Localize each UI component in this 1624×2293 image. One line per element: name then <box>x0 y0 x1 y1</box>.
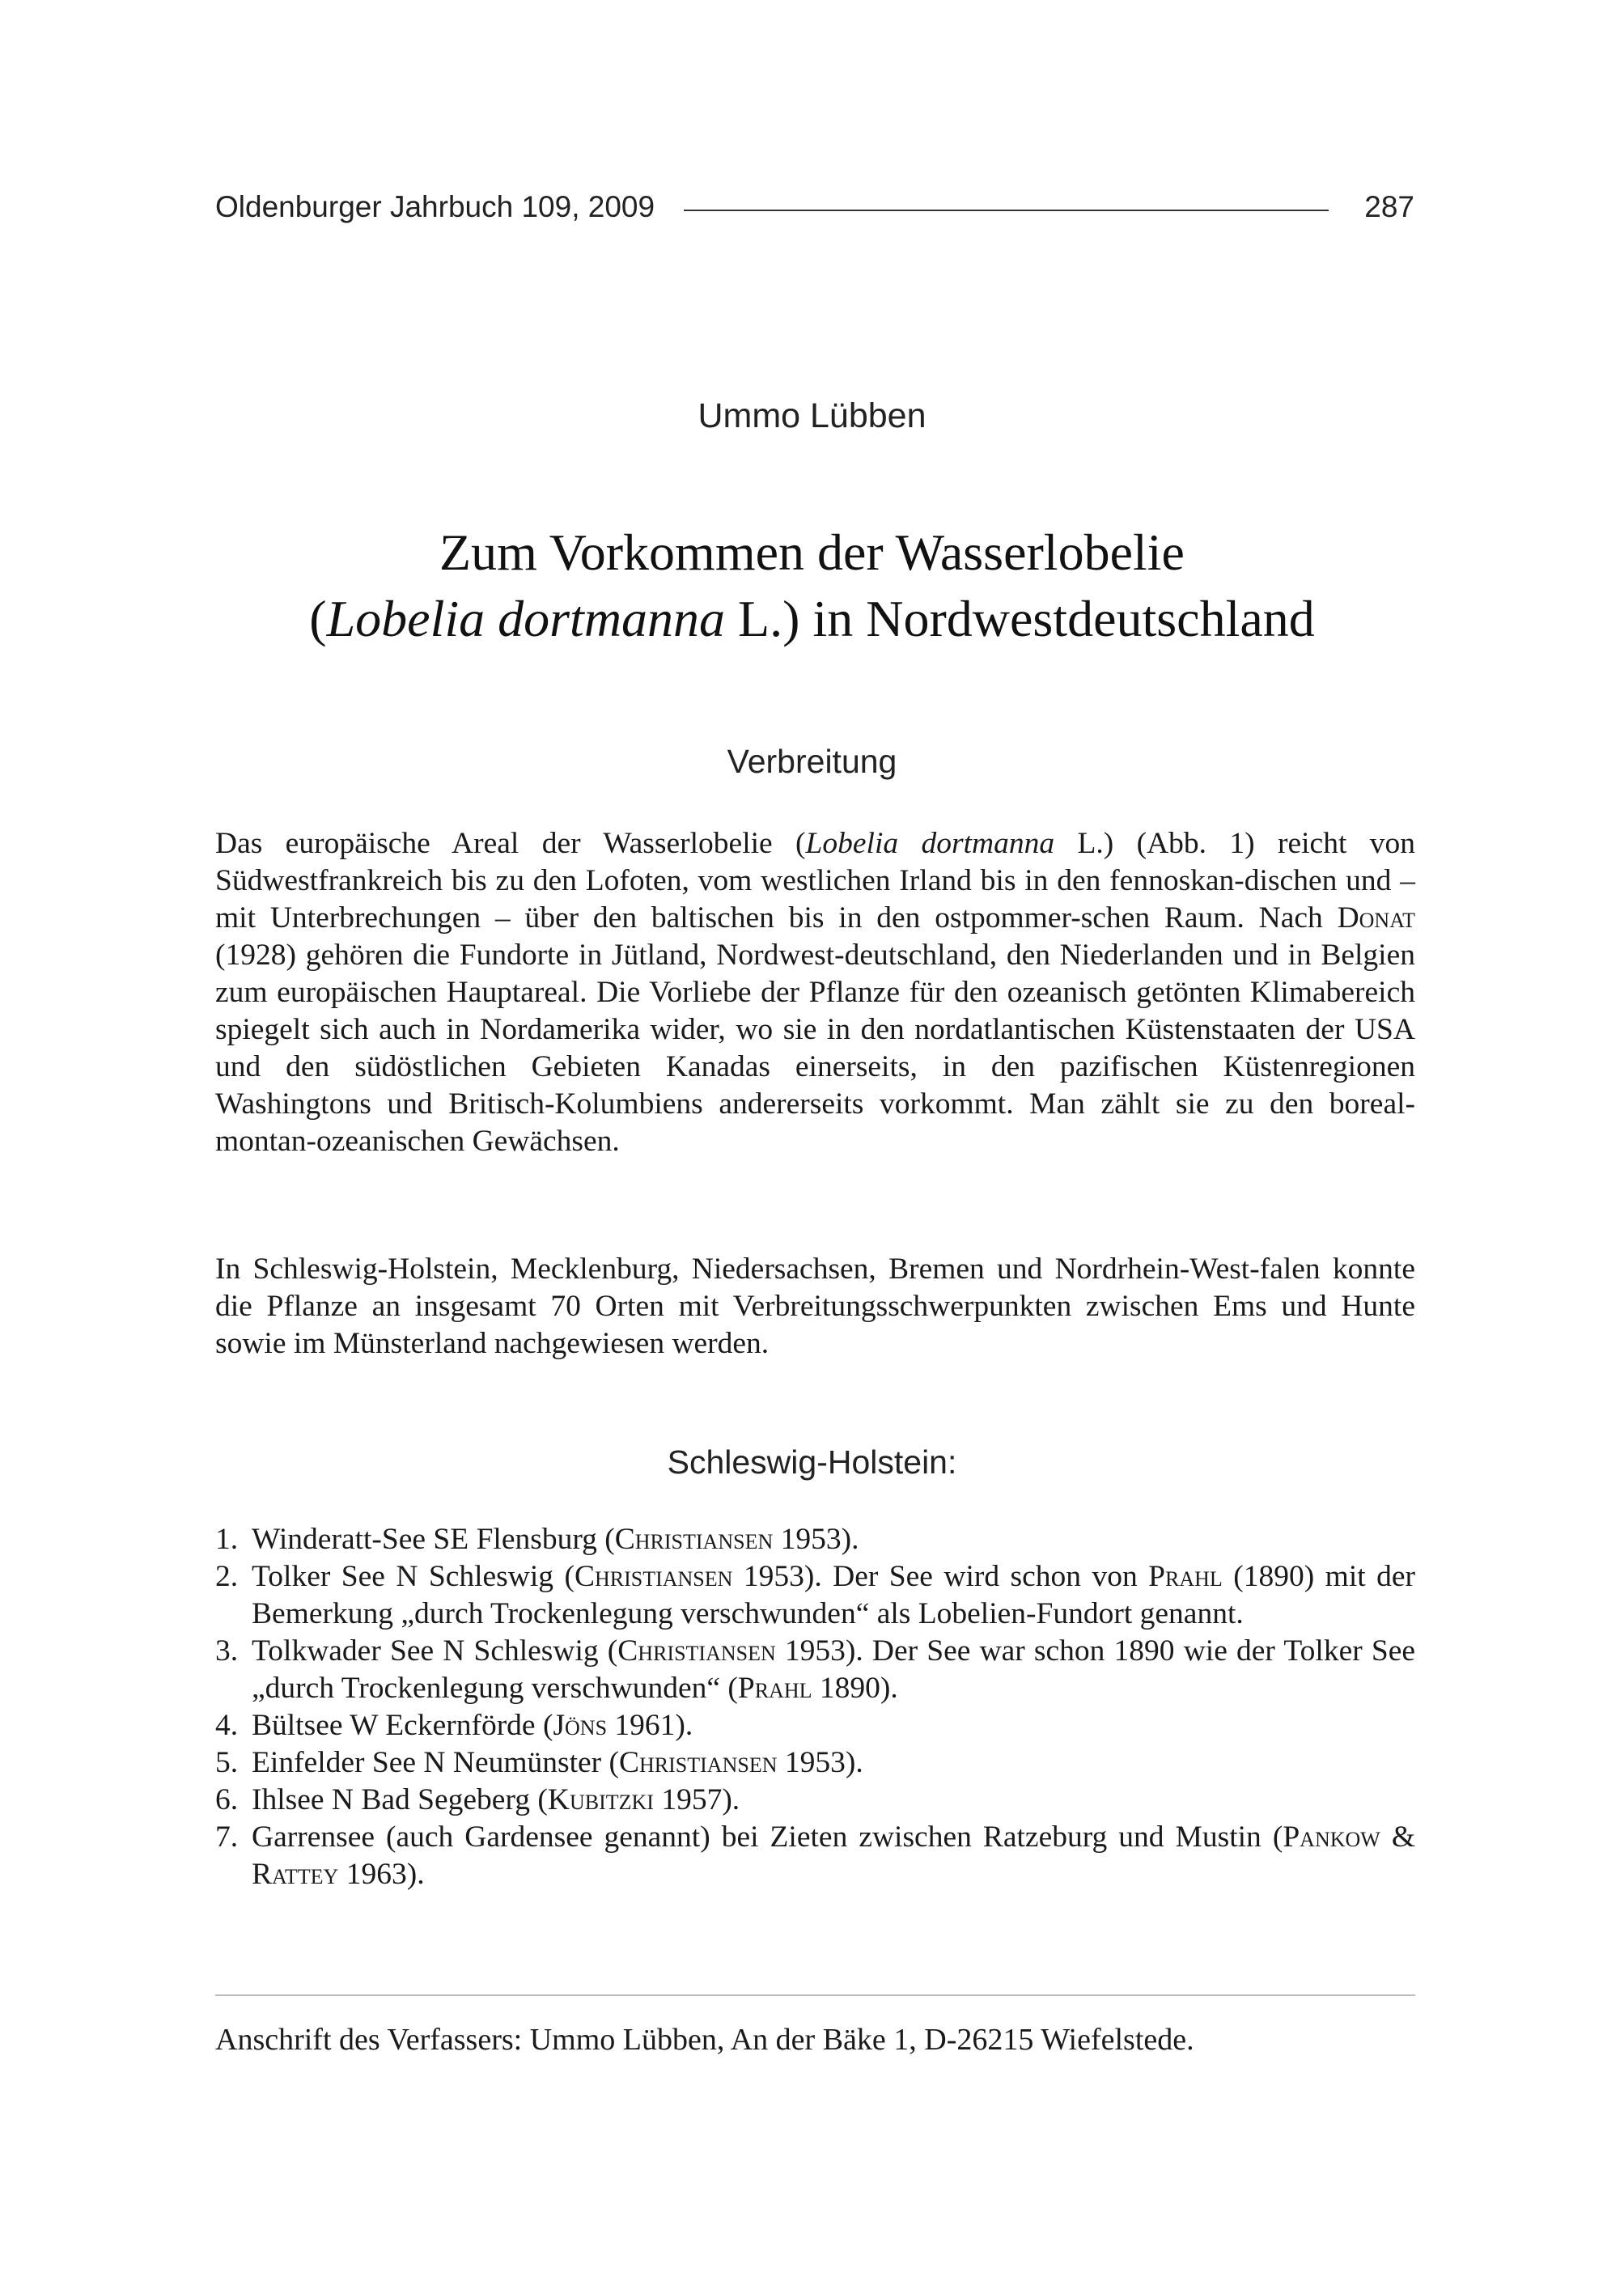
list-number: 5. <box>215 1746 239 1779</box>
list-number: 7. <box>215 1820 239 1854</box>
list-author: Christiansen <box>574 1560 733 1593</box>
title-paren: ( <box>309 590 327 647</box>
article-author: Ummo Lübben <box>698 396 926 435</box>
list-item <box>215 1744 1415 1782</box>
list-item <box>215 1558 1415 1633</box>
list-author: Christiansen <box>614 1523 774 1556</box>
author-address: Anschrift des Verfassers: Ummo Lübben, An der Bäke 1, D-26215 Wiefelstede. <box>215 2023 1194 2057</box>
list-text: Ihlsee N Bad Segeberg ( <box>252 1783 548 1816</box>
list-text: 1953). Der See wird schon von <box>732 1560 1149 1593</box>
title-species: Lobelia dortmanna <box>326 590 726 647</box>
list-author: Prahl <box>737 1672 812 1705</box>
list-item <box>215 1707 1415 1744</box>
list-text: Einfelder See N Neumünster ( <box>252 1746 620 1779</box>
list-item <box>215 1782 1415 1819</box>
list-item <box>215 1633 1415 1707</box>
list-text: 1961). <box>607 1709 693 1742</box>
section-heading-verbreitung: Verbreitung <box>727 743 897 780</box>
p1-text-a: Das europäische Areal der Wasserlobelie ( <box>215 827 806 860</box>
list-text: 1953). Der See war schon 1890 wie der Tolker See „durch Trockenlegung verschwunden“ ( <box>252 1634 1415 1705</box>
title-line-2 <box>0 586 1624 652</box>
running-head <box>215 184 1414 230</box>
list-number: 6. <box>215 1783 239 1816</box>
p1-text-b: L.) (Abb. 1) reicht von Südwestfrankreich bis zu den Lofoten, vom westlichen Irland bis in den fennoskan-dischen und – mit Unterbrechungen – über den baltischen bis in den ostpommer-schen Raum. Nach <box>215 827 1415 935</box>
paragraph-occurrences: In Schleswig-Holstein, Mecklenburg, Niedersachsen, Bremen und Nordrhein-West-falen konnte die Pflanze an insgesamt 70 Orten mit Verbreitungsschwerpunkten zwischen Ems und Hunte sowie im Münsterland nachgewiesen werden. <box>215 1252 1415 1360</box>
title-rest: L.) in Nordwestdeutschland <box>725 590 1315 647</box>
list-text: Tolkwader See N Schleswig ( <box>252 1634 618 1668</box>
article-title <box>0 519 1624 652</box>
list-author: Christiansen <box>619 1746 778 1779</box>
page-number: 287 <box>1364 190 1414 223</box>
list-text: 1890). <box>812 1672 898 1705</box>
list-text: 1957). <box>653 1783 740 1816</box>
section-heading-schleswig-holstein: Schleswig-Holstein: <box>667 1443 957 1481</box>
list-text: Tolker See N Schleswig ( <box>252 1560 575 1593</box>
list-author: Kubitzki <box>547 1783 654 1816</box>
list-author: Pankow <box>1283 1820 1380 1854</box>
p1-species: Lobelia dortmanna <box>805 827 1055 860</box>
list-text: & <box>1380 1820 1416 1854</box>
list-text: 1953). <box>777 1746 863 1779</box>
locality-list <box>215 1521 1415 1893</box>
paragraph-distribution <box>215 825 1415 1160</box>
journal-name: Oldenburger Jahrbuch 109, 2009 <box>215 190 655 223</box>
list-item <box>215 1819 1415 1893</box>
list-number: 2. <box>215 1560 239 1593</box>
header-rule <box>684 210 1329 211</box>
list-text: 1953). <box>773 1523 859 1556</box>
list-item <box>215 1521 1415 1558</box>
list-text: 1963). <box>338 1858 425 1891</box>
list-text: Garrensee (auch Gardensee genannt) bei Zieten zwischen Ratzeburg und Mustin ( <box>252 1820 1283 1854</box>
footnote-rule <box>215 1994 1415 1996</box>
list-author: Rattey <box>252 1858 339 1891</box>
list-text: Winderatt-See SE Flensburg ( <box>252 1523 615 1556</box>
list-author: Prahl <box>1148 1560 1223 1593</box>
title-line-1: Zum Vorkommen der Wasserlobelie <box>439 523 1185 581</box>
p1-text-c: (1928) gehören die Fundorte in Jütland, Nordwest-deutschland, den Niederlanden und in Belgien zum europäischen Hauptareal. Die Vorliebe der Pflanze für den ozeanisch getönten Klimabereich spiegelt sich auch in Nordamerika wider, wo sie in den nordatlantischen Küstenstaaten der USA und den südöstlichen Gebieten Kanadas einerseits, in den pazifischen Küstenregionen Washingtons und Britisch-Kolumbiens andererseits vorkommt. Man zählt sie zu den boreal-montan-ozeanischen Gewächsen. <box>215 939 1415 1158</box>
list-text: Bültsee W Eckernförde ( <box>252 1709 553 1742</box>
list-text: (1890) mit der Bemerkung „durch Trockenlegung verschwunden“ als Lobelien-Fundort genannt. <box>252 1560 1415 1630</box>
list-number: 1. <box>215 1523 239 1556</box>
list-number: 4. <box>215 1709 239 1742</box>
p1-author-donat: Donat <box>1337 901 1415 935</box>
list-author: Christiansen <box>617 1634 776 1668</box>
list-number: 3. <box>215 1634 239 1668</box>
list-author: Jöns <box>553 1709 608 1742</box>
